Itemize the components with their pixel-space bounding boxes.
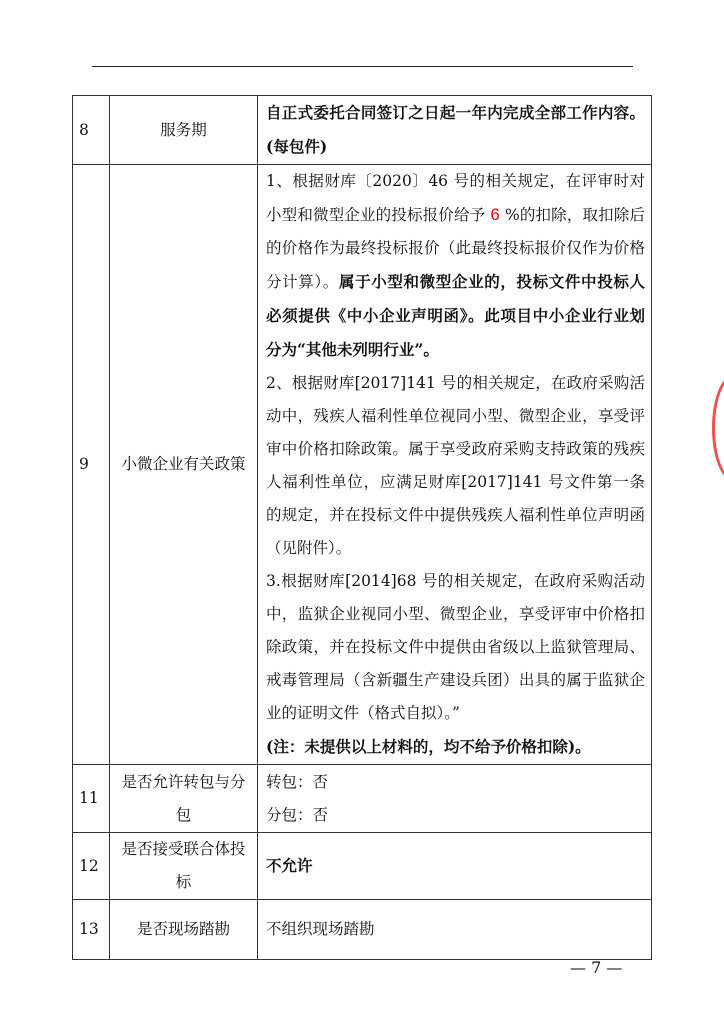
content-text: 属于小型和微型企业的，投标文件中投标人必须提供《中小企业声明函》。此项目中小企业行业划分为“其他未列明行业”。 [266, 272, 645, 359]
table-row [73, 833, 652, 900]
content-paragraph [266, 165, 645, 367]
table-row [73, 96, 652, 165]
row-item: 是否现场踏勘 [110, 900, 258, 960]
content-text: 3.根据财库[2014]68 号的相关规定，在政府采购活动中，监狱企业视同小型、微型企业，享受评审中价格扣除政策，并在投标文件中提供由省级以上监狱管理局、戒毒管理局（含新疆生产建设兵团）出具的属于监狱企业的证明文件（格式自拟）。” [266, 572, 645, 722]
row-number: 12 [73, 833, 110, 900]
page-number: — 7 — [570, 958, 623, 977]
content-text: 转包：否 [266, 772, 329, 791]
row-content [258, 96, 652, 165]
row-number: 9 [73, 165, 110, 765]
row-item: 小微企业有关政策 [110, 165, 258, 765]
content-text: 不组织现场踏勘 [266, 920, 375, 938]
table-row [73, 165, 652, 765]
row-content [258, 833, 652, 900]
row-content [258, 900, 652, 960]
seal-stamp-fragment [712, 375, 724, 481]
row-number: 13 [73, 900, 110, 960]
content-paragraph [266, 766, 645, 799]
row-item: 是否允许转包与分包 [110, 765, 258, 833]
content-paragraph [266, 799, 645, 832]
content-paragraph [266, 730, 645, 764]
content-paragraph [266, 367, 645, 565]
row-number: 8 [73, 96, 110, 165]
content-paragraph [266, 96, 645, 164]
content-text: 2、根据财库[2017]141 号的相关规定，在政府采购活动中，残疾人福利性单位视同小型、微型企业，享受评审中价格扣除政策。属于享受政府采购支持政策的残疾人福利性单位，应满足财库[2017]141 号文件第一条的规定，并在投标文件中提供残疾人福利性单位声明函（见附件）。 [266, 374, 645, 557]
row-number: 11 [73, 765, 110, 833]
header-rule [92, 66, 633, 67]
content-text: (注：未提供以上材料的，均不给予价格扣除)。 [266, 737, 591, 756]
content-paragraph [266, 565, 645, 730]
row-item: 服务期 [110, 96, 258, 165]
content-paragraph [266, 849, 645, 883]
row-item: 是否接受联合体投标 [110, 833, 258, 900]
row-content [258, 765, 652, 833]
content-text: 分包：否 [266, 805, 329, 824]
content-text: 不允许 [266, 856, 313, 875]
content-text: 1、根据财库〔2020〕46 号的相关规定，在评审时对小型和微型企业的投标报价给予 [266, 172, 645, 224]
content-text: 自正式委托合同签订之日起一年内完成全部工作内容。(每包件) [266, 103, 645, 156]
table-row [73, 900, 652, 960]
highlighted-value: 6 [490, 205, 500, 224]
table-row [73, 765, 652, 833]
content-paragraph [266, 913, 645, 946]
requirements-table [72, 95, 652, 960]
row-content [258, 165, 652, 765]
content-text: %的扣除，取扣除后的价格作为最终投标报价（此最终投标报价仅作为价格分计算）。 [266, 206, 645, 291]
